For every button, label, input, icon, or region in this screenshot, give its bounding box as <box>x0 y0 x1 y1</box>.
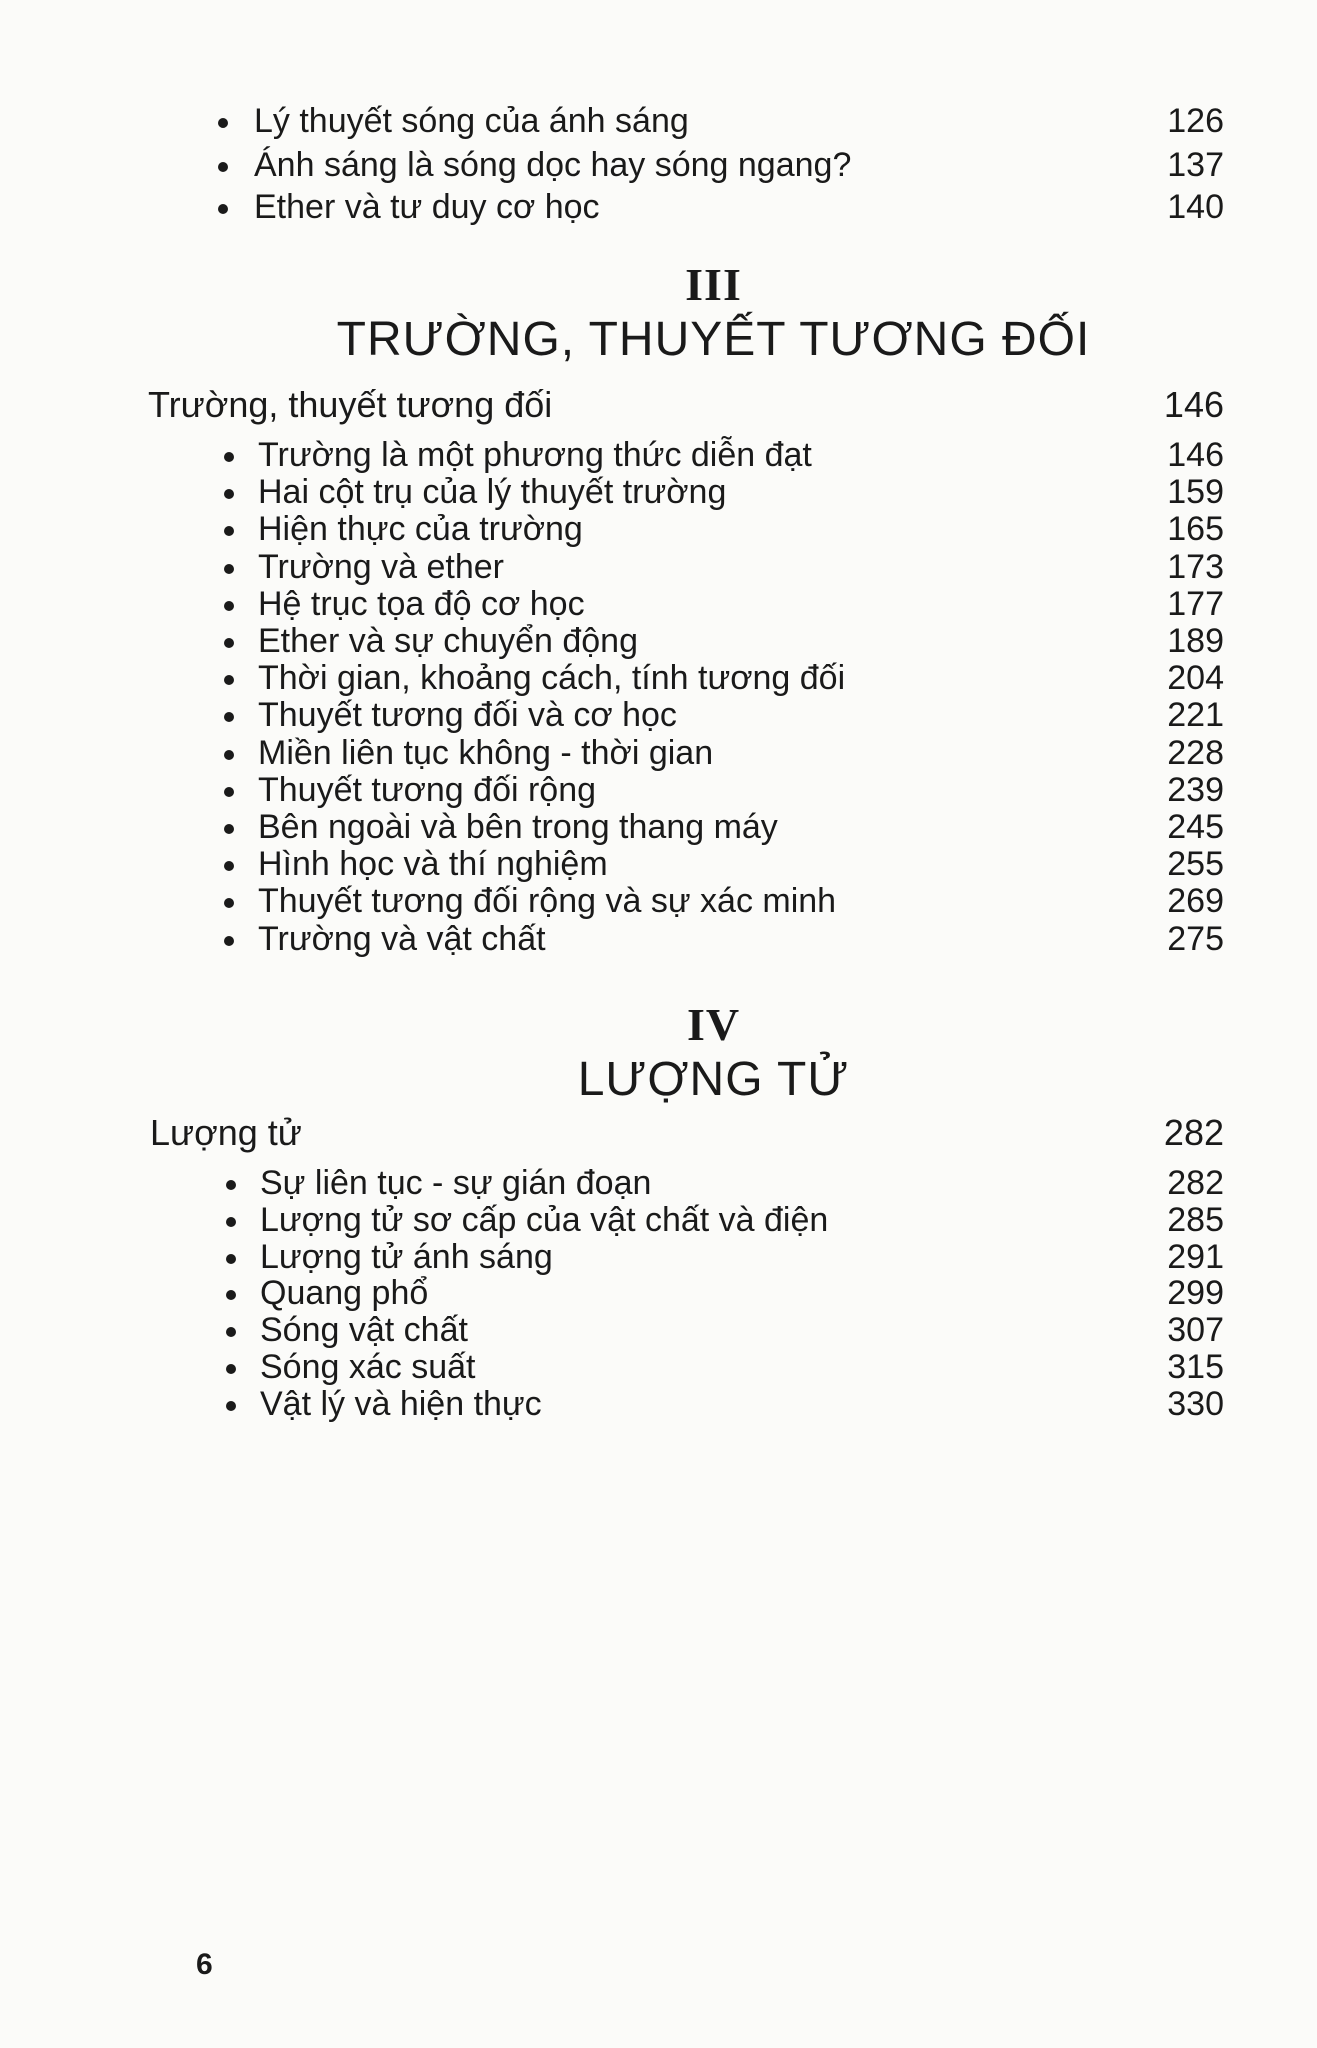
toc-item-label: Hình học và thí nghiệm <box>258 845 608 884</box>
list-item <box>0 96 1317 146</box>
toc-item-page: 221 <box>1167 696 1224 735</box>
bullet-icon <box>224 787 234 797</box>
toc-item-page: 282 <box>1167 1164 1224 1202</box>
toc-item-page: 239 <box>1167 770 1224 809</box>
list-item <box>0 182 1317 232</box>
bullet-icon <box>224 712 234 722</box>
toc-item-page: 255 <box>1167 845 1224 884</box>
toc-item-page: 315 <box>1167 1348 1224 1386</box>
toc-item-page: 140 <box>1167 188 1224 226</box>
toc-item-page: 146 <box>1167 436 1224 474</box>
toc-item-label: Quang phổ <box>260 1274 429 1313</box>
chapter-entry <box>0 1108 1317 1158</box>
bullet-icon <box>224 526 234 536</box>
bullet-icon <box>218 204 228 214</box>
part-title: LƯỢNG TỬ <box>577 1053 850 1106</box>
bullet-icon <box>224 750 234 760</box>
toc-item-label: Lượng tử ánh sáng <box>260 1237 553 1276</box>
toc-item-label: Thuyết tương đối rộng và sự xác minh <box>258 882 837 921</box>
bullet-icon <box>224 861 234 871</box>
toc-item-label: Trường và ether <box>258 547 505 586</box>
toc-item-label: Ether và sự chuyển động <box>258 622 638 660</box>
toc-item-label: Ánh sáng là sóng dọc hay sóng ngang? <box>254 146 852 184</box>
toc-item-page: 307 <box>1167 1311 1224 1350</box>
toc-item-label: Miền liên tục không - thời gian <box>258 733 714 772</box>
bullet-icon <box>224 564 234 574</box>
list-item <box>0 1379 1317 1429</box>
bullet-icon <box>224 638 234 648</box>
toc-item-page: 159 <box>1167 473 1224 512</box>
bullet-icon <box>224 601 234 611</box>
chapter-page: 146 <box>1163 384 1224 425</box>
chapter-page: 282 <box>1163 1112 1224 1153</box>
toc-item-page: 189 <box>1167 622 1224 660</box>
chapter-label: Trường, thuyết tương đối <box>148 384 553 425</box>
toc-item-label: Hiện thực của trường <box>258 510 583 549</box>
toc-item-label: Sóng vật chất <box>260 1311 468 1350</box>
toc-item-label: Sóng xác suất <box>260 1348 476 1386</box>
bullet-icon <box>224 936 234 946</box>
toc-item-label: Hai cột trụ của lý thuyết trường <box>258 473 727 512</box>
toc-item-label: Vật lý và hiện thực <box>260 1384 542 1423</box>
toc-item-label: Lý thuyết sóng của ánh sáng <box>254 102 689 140</box>
toc-item-page: 245 <box>1167 808 1224 846</box>
bullet-icon <box>218 162 228 172</box>
part-number: III <box>685 259 742 310</box>
chapter-entry <box>0 380 1317 430</box>
bullet-icon <box>226 1364 236 1374</box>
toc-item-page: 269 <box>1167 882 1224 921</box>
bullet-icon <box>226 1180 236 1190</box>
toc-item-page: 173 <box>1167 547 1224 586</box>
toc-item-label: Sự liên tục - sự gián đoạn <box>260 1164 652 1202</box>
toc-item-page: 126 <box>1167 102 1224 140</box>
bullet-icon <box>224 675 234 685</box>
toc-item-page: 285 <box>1167 1200 1224 1239</box>
toc-item-page: 137 <box>1167 146 1224 184</box>
toc-item-page: 299 <box>1167 1274 1224 1313</box>
bullet-icon <box>224 452 234 462</box>
page-number: 6 <box>196 1948 213 1981</box>
toc-item-page: 275 <box>1167 919 1224 958</box>
toc-item-page: 228 <box>1167 733 1224 772</box>
bullet-icon <box>226 1290 236 1300</box>
bullet-icon <box>226 1401 236 1411</box>
toc-item-label: Trường là một phương thức diễn đạt <box>258 436 812 474</box>
bullet-icon <box>224 489 234 499</box>
chapter-label: Lượng tử <box>150 1112 302 1153</box>
part-title: TRƯỜNG, THUYẾT TƯƠNG ĐỐI <box>336 313 1091 366</box>
toc-item-label: Thuyết tương đối rộng <box>258 770 597 809</box>
bullet-icon <box>226 1217 236 1227</box>
toc-item-page: 204 <box>1167 659 1224 698</box>
toc-item-label: Trường và vật chất <box>258 919 546 958</box>
bullet-icon <box>226 1254 236 1264</box>
toc-item-label: Thời gian, khoảng cách, tính tương đối <box>258 659 846 698</box>
bullet-icon <box>224 824 234 834</box>
bullet-icon <box>218 118 228 128</box>
toc-item-page: 330 <box>1167 1384 1224 1423</box>
toc-item-label: Hệ trục tọa độ cơ học <box>258 584 585 623</box>
bullet-icon <box>224 898 234 908</box>
toc-item-label: Lượng tử sơ cấp của vật chất và điện <box>260 1200 829 1239</box>
toc-item-page: 177 <box>1167 584 1224 623</box>
toc-item-label: Bên ngoài và bên trong thang máy <box>258 808 778 846</box>
bullet-icon <box>226 1327 236 1337</box>
toc-item-label: Ether và tư duy cơ học <box>254 188 600 226</box>
part-number: IV <box>686 999 741 1050</box>
list-item <box>0 914 1317 964</box>
toc-item-page: 291 <box>1167 1237 1224 1276</box>
toc-item-page: 165 <box>1167 510 1224 549</box>
toc-item-label: Thuyết tương đối và cơ học <box>258 696 677 735</box>
